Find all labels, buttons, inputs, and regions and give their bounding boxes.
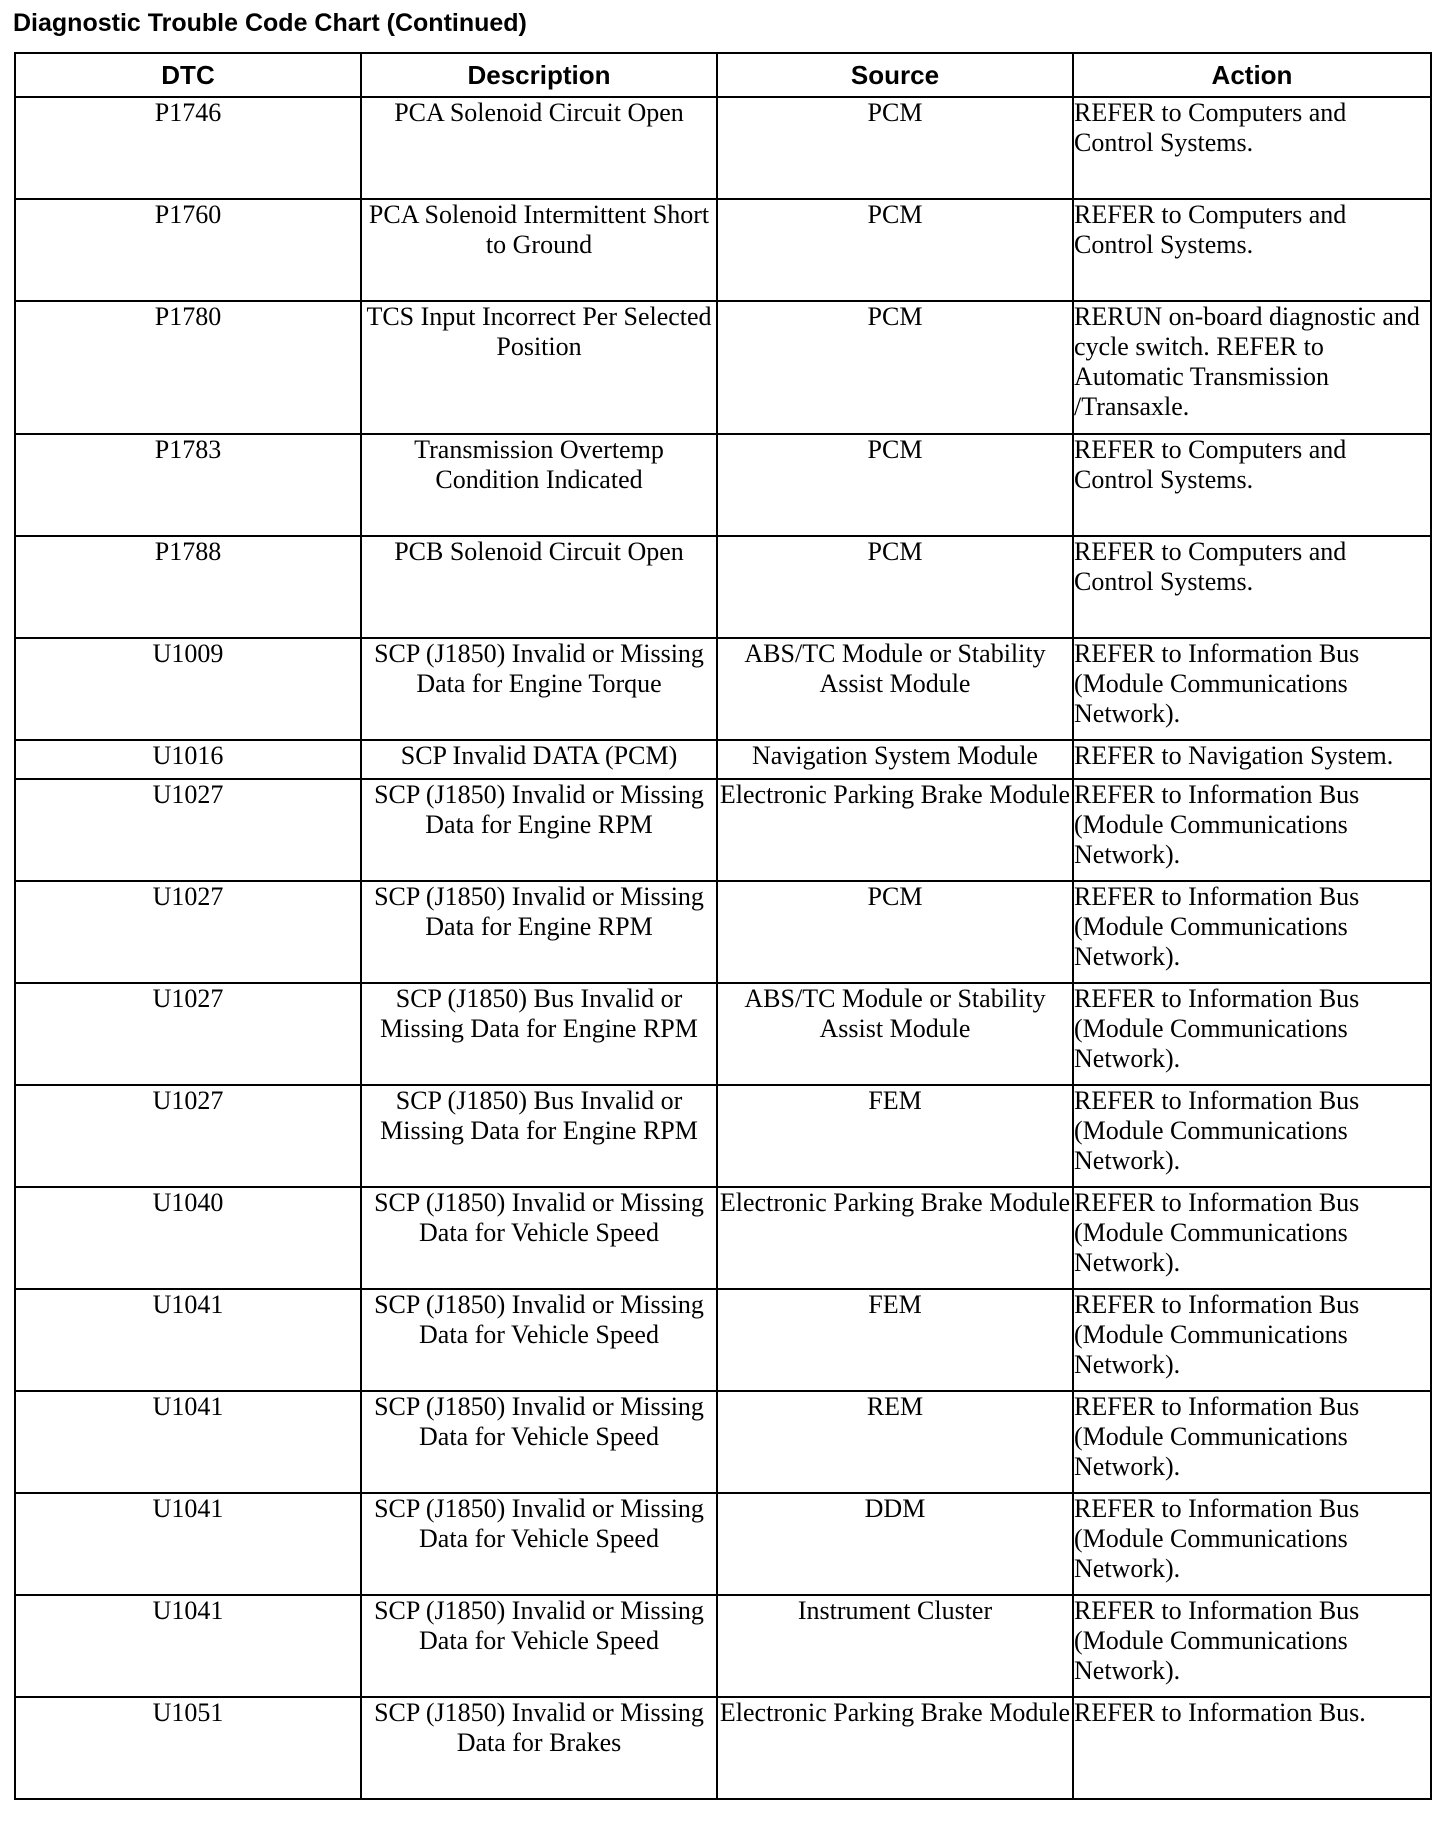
- cell-action: REFER to Computers and Control Systems.: [1073, 434, 1431, 536]
- cell-action: REFER to Information Bus (Module Communications Network).: [1073, 1289, 1431, 1391]
- cell-source: PCM: [717, 536, 1073, 638]
- cell-action: REFER to Information Bus (Module Communications Network).: [1073, 983, 1431, 1085]
- cell-dtc: P1783: [15, 434, 361, 536]
- cell-action: REFER to Information Bus (Module Communications Network).: [1073, 638, 1431, 740]
- cell-dtc: U1027: [15, 983, 361, 1085]
- cell-description: SCP (J1850) Invalid or Missing Data for Vehicle Speed: [361, 1187, 717, 1289]
- cell-action: REFER to Information Bus.: [1073, 1697, 1431, 1799]
- cell-source: REM: [717, 1391, 1073, 1493]
- cell-source: ABS/TC Module or Stability Assist Module: [717, 983, 1073, 1085]
- cell-action: REFER to Information Bus (Module Communications Network).: [1073, 1493, 1431, 1595]
- header-action: Action: [1073, 53, 1431, 97]
- cell-dtc: U1041: [15, 1493, 361, 1595]
- cell-action: REFER to Information Bus (Module Communications Network).: [1073, 1391, 1431, 1493]
- cell-dtc: U1016: [15, 740, 361, 779]
- cell-description: PCA Solenoid Circuit Open: [361, 97, 717, 199]
- cell-dtc: U1027: [15, 881, 361, 983]
- cell-action: REFER to Information Bus (Module Communications Network).: [1073, 881, 1431, 983]
- cell-action: REFER to Computers and Control Systems.: [1073, 97, 1431, 199]
- cell-description: SCP (J1850) Invalid or Missing Data for Vehicle Speed: [361, 1493, 717, 1595]
- cell-description: PCB Solenoid Circuit Open: [361, 536, 717, 638]
- header-description: Description: [361, 53, 717, 97]
- table-row: [15, 740, 1431, 779]
- table-row: [15, 1085, 1431, 1187]
- cell-source: DDM: [717, 1493, 1073, 1595]
- cell-source: Navigation System Module: [717, 740, 1073, 779]
- page-title: Diagnostic Trouble Code Chart (Continued): [13, 9, 527, 37]
- cell-dtc: U1041: [15, 1595, 361, 1697]
- dtc-table: [14, 52, 1432, 1800]
- table-row: [15, 638, 1431, 740]
- table-row: [15, 1493, 1431, 1595]
- cell-description: SCP (J1850) Bus Invalid or Missing Data for Engine RPM: [361, 983, 717, 1085]
- cell-source: PCM: [717, 301, 1073, 434]
- cell-action: REFER to Navigation System.: [1073, 740, 1431, 779]
- cell-source: Instrument Cluster: [717, 1595, 1073, 1697]
- table-row: [15, 536, 1431, 638]
- cell-description: Transmission Overtemp Condition Indicated: [361, 434, 717, 536]
- header-source: Source: [717, 53, 1073, 97]
- cell-description: SCP (J1850) Invalid or Missing Data for Engine RPM: [361, 779, 717, 881]
- cell-action: REFER to Computers and Control Systems.: [1073, 536, 1431, 638]
- cell-dtc: U1040: [15, 1187, 361, 1289]
- table-row: [15, 1595, 1431, 1697]
- table-row: [15, 881, 1431, 983]
- cell-source: PCM: [717, 881, 1073, 983]
- cell-source: Electronic Parking Brake Module: [717, 1187, 1073, 1289]
- cell-source: Electronic Parking Brake Module: [717, 1697, 1073, 1799]
- table-row: [15, 199, 1431, 301]
- cell-source: PCM: [717, 199, 1073, 301]
- table-row: [15, 97, 1431, 199]
- cell-dtc: P1760: [15, 199, 361, 301]
- table-row: [15, 779, 1431, 881]
- cell-description: SCP (J1850) Invalid or Missing Data for Vehicle Speed: [361, 1595, 717, 1697]
- cell-dtc: U1041: [15, 1391, 361, 1493]
- cell-description: PCA Solenoid Intermittent Short to Ground: [361, 199, 717, 301]
- cell-description: SCP (J1850) Invalid or Missing Data for Vehicle Speed: [361, 1391, 717, 1493]
- cell-action: RERUN on-board diagnostic and cycle switch. REFER to Automatic Transmission /Transaxle.: [1073, 301, 1431, 434]
- table-row: [15, 1391, 1431, 1493]
- cell-description: SCP (J1850) Invalid or Missing Data for Brakes: [361, 1697, 717, 1799]
- cell-action: REFER to Information Bus (Module Communications Network).: [1073, 1595, 1431, 1697]
- cell-description: SCP (J1850) Invalid or Missing Data for Vehicle Speed: [361, 1289, 717, 1391]
- cell-action: REFER to Information Bus (Module Communications Network).: [1073, 1187, 1431, 1289]
- cell-source: FEM: [717, 1085, 1073, 1187]
- cell-source: FEM: [717, 1289, 1073, 1391]
- cell-description: SCP (J1850) Invalid or Missing Data for Engine Torque: [361, 638, 717, 740]
- cell-action: REFER to Information Bus (Module Communications Network).: [1073, 779, 1431, 881]
- table-header-row: [15, 53, 1431, 97]
- cell-source: PCM: [717, 434, 1073, 536]
- cell-source: ABS/TC Module or Stability Assist Module: [717, 638, 1073, 740]
- cell-dtc: P1746: [15, 97, 361, 199]
- cell-source: Electronic Parking Brake Module: [717, 779, 1073, 881]
- table-row: [15, 1187, 1431, 1289]
- cell-description: TCS Input Incorrect Per Selected Position: [361, 301, 717, 434]
- cell-description: SCP Invalid DATA (PCM): [361, 740, 717, 779]
- table-row: [15, 1289, 1431, 1391]
- cell-dtc: U1027: [15, 1085, 361, 1187]
- cell-action: REFER to Information Bus (Module Communications Network).: [1073, 1085, 1431, 1187]
- header-dtc: DTC: [15, 53, 361, 97]
- cell-dtc: U1051: [15, 1697, 361, 1799]
- cell-description: SCP (J1850) Invalid or Missing Data for Engine RPM: [361, 881, 717, 983]
- table-row: [15, 1697, 1431, 1799]
- cell-dtc: P1788: [15, 536, 361, 638]
- cell-dtc: P1780: [15, 301, 361, 434]
- table-row: [15, 301, 1431, 434]
- cell-dtc: U1009: [15, 638, 361, 740]
- table-row: [15, 983, 1431, 1085]
- cell-action: REFER to Computers and Control Systems.: [1073, 199, 1431, 301]
- cell-description: SCP (J1850) Bus Invalid or Missing Data for Engine RPM: [361, 1085, 717, 1187]
- cell-dtc: U1041: [15, 1289, 361, 1391]
- cell-source: PCM: [717, 97, 1073, 199]
- table-row: [15, 434, 1431, 536]
- cell-dtc: U1027: [15, 779, 361, 881]
